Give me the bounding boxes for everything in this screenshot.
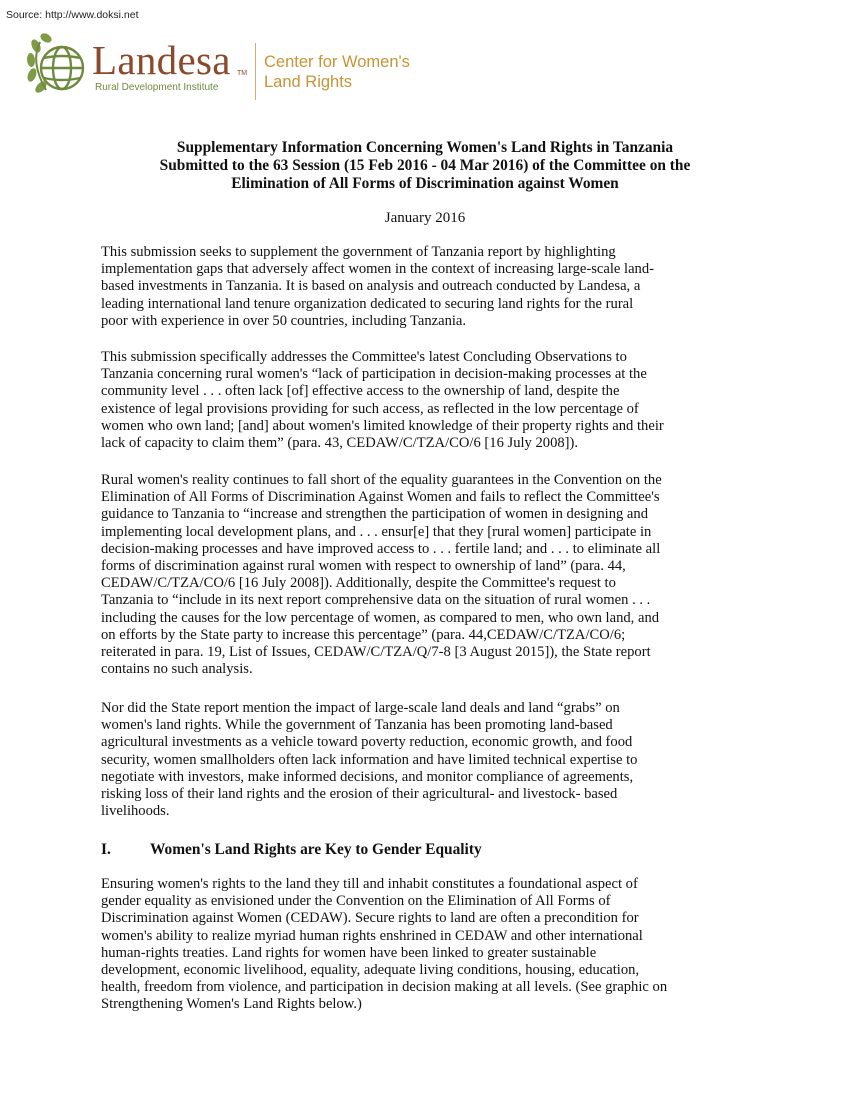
logo-divider: [255, 43, 256, 100]
text-line: health, freedom from violence, and participation in decision making at all levels. (See graphic on: [101, 979, 668, 996]
text-line: reiterated in para. 19, List of Issues, CEDAW/C/TZA/Q/7-8 [3 August 2015]), the State report: [101, 644, 651, 661]
text-line: poor with experience in over 50 countries, including Tanzania.: [101, 312, 467, 329]
text-line: Tanzania concerning rural women's “lack of participation in decision-making processes at the: [101, 366, 647, 383]
text-line: lack of capacity to claim them” (para. 43, CEDAW/C/TZA/CO/6 [16 July 2008]).: [101, 435, 579, 452]
text-line: This submission seeks to supplement the government of Tanzania report by highlighting: [101, 244, 616, 260]
text-line: gender equality as envisioned under the Convention on the Elimination of All Forms of: [101, 893, 611, 910]
text-line: implementing local development plans, and . . . ensur[e] that they [rural women] participate in: [101, 523, 652, 540]
text-line: leading international land tenure organization dedicated to securing land rights for the rural: [101, 295, 634, 312]
text-line: Nor did the State report mention the impact of large-scale land deals and land “grabs” on: [101, 700, 620, 716]
section-heading: [101, 841, 482, 859]
source-label: Source: http://www.doksi.net: [6, 9, 139, 21]
trademark-mark: TM: [237, 70, 248, 77]
center-name-line-1: Center for Women's: [264, 53, 410, 71]
text-line: community level . . . often lack [of] effective access to the ownership of land, despite the: [101, 383, 620, 400]
text-line: women who own land; [and] about women's limited knowledge of their property rights and their: [101, 417, 664, 434]
text-line: CEDAW/C/TZA/CO/6 [16 July 2008]). Additionally, despite the Committee's request to: [101, 575, 616, 592]
text-line: including the causes for the low percentage of women, as compared to men, who own land, and: [101, 609, 660, 626]
text-line: risking loss of their land rights and the erosion of their agricultural- and livestock- based: [101, 786, 618, 803]
text-line: security, women smallholders often lack information and have limited technical expertise to: [101, 751, 638, 768]
text-line: Ensuring women's rights to the land they till and inhabit constitutes a foundational aspect of: [101, 876, 638, 892]
text-line: guidance to Tanzania to “increase and strengthen the participation of women in designing and: [101, 506, 649, 523]
text-line: women's ability to realize myriad human rights enshrined in CEDAW and other international: [101, 927, 643, 944]
intro-paragraph: [101, 244, 761, 330]
text-line: agricultural investments as a vehicle toward poverty reduction, economic growth, and food: [101, 734, 633, 751]
section-paragraph: [101, 876, 761, 1014]
title-line-2: Submitted to the 63 Session (15 Feb 2016 - 04 Mar 2016) of the Committee on the: [159, 157, 691, 174]
document-title: [60, 139, 790, 193]
text-line: Tanzania to “include in its next report comprehensive data on the situation of rural women . . .: [101, 592, 651, 609]
title-line-3: Elimination of All Forms of Discrimination against Women: [231, 175, 619, 192]
land-grabs-paragraph: [101, 700, 761, 820]
text-line: on efforts by the State party to increase this percentage” (para. 44,CEDAW/C/TZA/CO/6;: [101, 626, 626, 643]
text-line: livelihoods.: [101, 803, 170, 820]
text-line: women's land rights. While the government of Tanzania has been promoting land-based: [101, 717, 613, 734]
text-line: Rural women's reality continues to fall short of the equality guarantees in the Convention on the: [101, 472, 662, 488]
rural-women-paragraph: [101, 472, 761, 678]
text-line: Discrimination against Women (CEDAW). Secure rights to land are often a precondition for: [101, 910, 639, 927]
text-line: existence of legal provisions providing for such access, as reflected in the low percentage of: [101, 400, 639, 417]
text-line: development, economic livelihood, equality, adequate living conditions, housing, education,: [101, 962, 640, 979]
text-line: human-rights treaties. Land rights for women have been linked to greater sustainable: [101, 944, 597, 961]
section-number: I.: [101, 841, 111, 858]
document-date: January 2016: [384, 210, 466, 226]
text-line: decision-making processes and have improved access to . . . fertile land; and . . . to eliminate all: [101, 540, 661, 557]
text-line: negotiate with investors, make informed decisions, and monitor compliance of agreements,: [101, 768, 634, 785]
concluding-observations-paragraph: [101, 349, 761, 452]
text-line: implementation gaps that adversely affect women in the context of increasing large-scale land-: [101, 261, 655, 278]
text-line: Elimination of All Forms of Discrimination Against Women and fails to reflect the Committee's: [101, 489, 660, 506]
landesa-globe-leaf-icon: [24, 30, 92, 98]
text-line: Strengthening Women's Land Rights below.): [101, 996, 362, 1013]
center-name-line-2: Land Rights: [264, 73, 353, 91]
text-line: This submission specifically addresses the Committee's latest Concluding Observations to: [101, 349, 627, 365]
landesa-wordmark: Landesa: [92, 37, 231, 83]
text-line: contains no such analysis.: [101, 661, 253, 678]
center-name: [264, 52, 410, 92]
text-line: forms of discrimination against rural women with respect to ownership of land” (para. 44,: [101, 558, 626, 575]
title-line-1: Supplementary Information Concerning Women's Land Rights in Tanzania: [176, 139, 674, 156]
section-title: Women's Land Rights are Key to Gender Equality: [150, 841, 482, 858]
landesa-subtitle: Rural Development Institute: [95, 82, 219, 93]
text-line: based investments in Tanzania. It is based on analysis and outreach conducted by Landesa, a: [101, 278, 641, 295]
